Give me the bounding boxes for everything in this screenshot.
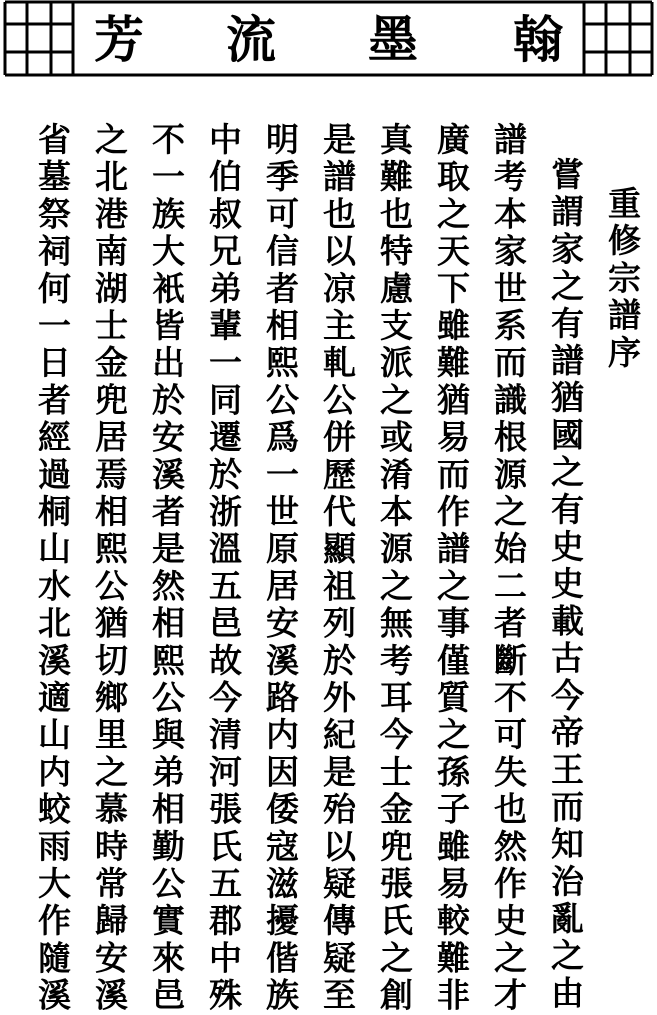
banner-char: 流 [226, 10, 276, 69]
banner-char: 翰 [513, 10, 563, 69]
text-column: 省墓祭祠何一日者經過桐山水北溪適山内蛟雨大作隨溪 [33, 122, 72, 1015]
banner-char: 墨 [368, 10, 418, 69]
text-column: 真難也特慮支派之或淆本源之無考耳今士金兜張氏之創 [375, 122, 414, 1015]
text-column: 明季可信者相熙公爲一世原居安溪路内因倭寇滋擾偕族 [261, 122, 300, 1015]
banner-char: 芳 [94, 10, 144, 69]
text-column: 之北港南湖士金兜居焉相熙公猶切鄉里之慕時常歸安溪 [90, 122, 129, 1015]
text-column: 廣取之天下雖難猶易而作譜之事僅質之孫子雖易較難非 [432, 122, 471, 1015]
text-column: 譜考本家世系而識根源之始二者斷不可失也然作史之才 [489, 122, 528, 1015]
text-column: 不一族大衹皆出於安溪者是然相熙公與弟相勤公實來邑 [147, 122, 186, 1015]
text-column: 中伯叔兄弟輩一同遷於浙溫五邑故今清河張氏五郡中殊 [204, 122, 243, 1015]
document-heading: 重修宗譜序 [603, 186, 642, 372]
text-column: 嘗謂家之有譜猶國之有史史載古今帝王而知治亂之由 [546, 157, 585, 1013]
text-column: 是譜也以凉主軋公併歷代顯祖列於外紀是殆以疑傳疑至 [318, 122, 357, 1015]
